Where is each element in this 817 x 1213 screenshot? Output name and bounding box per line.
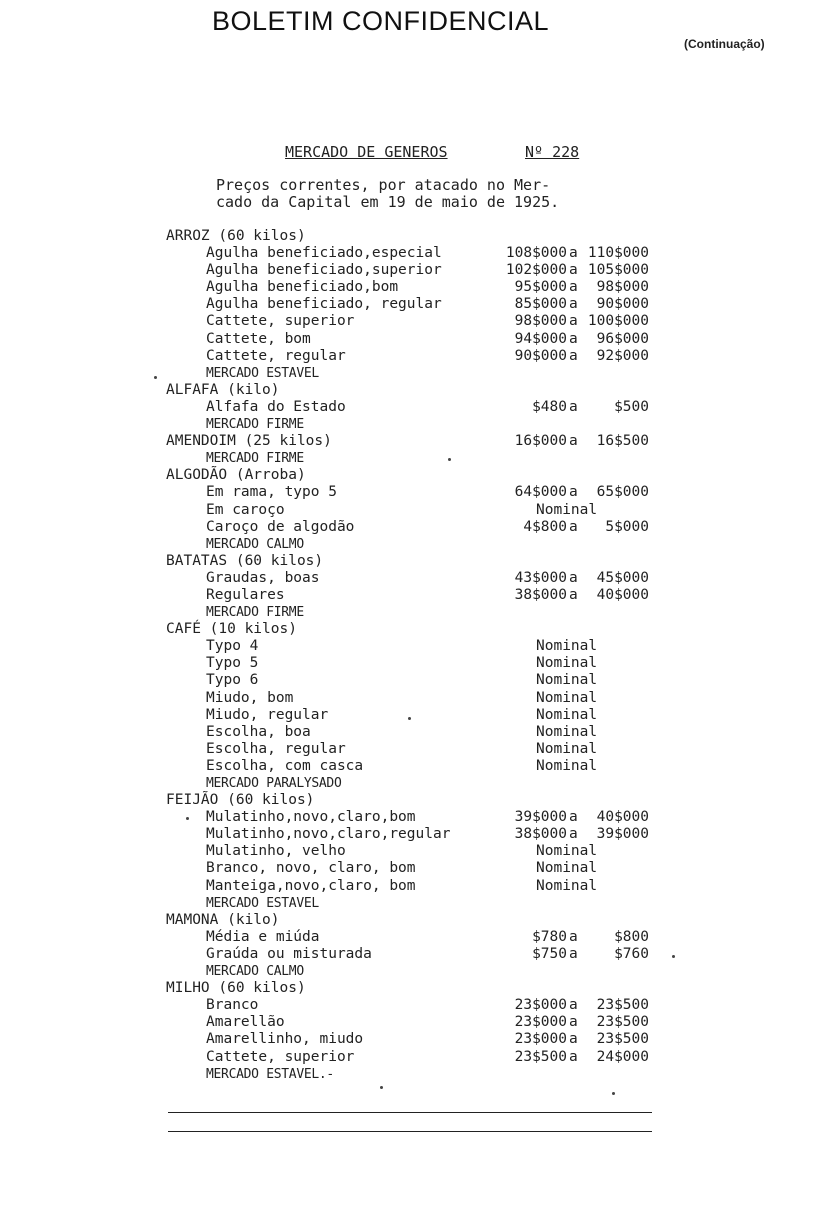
price-high: $760 [614,945,649,962]
price-separator: a [569,586,578,603]
market-status: MERCADO FIRME [206,451,304,467]
category-row [0,980,817,997]
market-status-row [0,365,817,382]
price-high: 23$500 [596,1014,649,1031]
category-row [0,228,817,245]
item-label: Amarellão [206,1014,285,1031]
price-separator: a [569,1048,578,1065]
item-label: Typo 6 [206,672,259,689]
market-status: MERCADO CALMO [206,536,304,552]
price-separator: a [569,433,578,450]
item-label: Média e miúda [206,928,320,945]
price-row [0,519,817,536]
price-row [0,707,817,724]
item-label: Branco [206,997,259,1014]
price-row [0,741,817,758]
category-row [0,553,817,570]
price-low: 43$000 [514,569,567,586]
item-label: Typo 4 [206,638,259,655]
price-low: 4$800 [523,518,567,535]
price-high: 23$500 [596,997,649,1014]
price-row [0,313,817,330]
category-label: MILHO (60 kilos) [166,980,306,997]
price-row [0,399,817,416]
market-status: MERCADO FIRME [206,605,304,621]
market-status-row [0,775,817,792]
price-separator: a [569,296,578,313]
price-high: 98$000 [596,279,649,296]
price-low: $480 [532,398,567,415]
price-low: $780 [532,928,567,945]
price-row [0,929,817,946]
item-label: Em caroço [206,501,285,518]
price-row [0,809,817,826]
category-label: CAFÉ (10 kilos) [166,621,297,638]
price-high: 24$000 [596,1048,649,1065]
item-label: Alfafa do Estado [206,398,346,415]
price-nominal: Nominal [536,723,598,740]
price-high: 92$000 [596,347,649,364]
price-high: 65$000 [596,484,649,501]
category-row [0,433,817,450]
item-label: Graúda ou misturada [206,945,372,962]
price-row [0,570,817,587]
price-low: 98$000 [514,313,567,330]
price-row [0,245,817,262]
divider-line [168,1131,652,1132]
price-separator: a [569,262,578,279]
market-status-row [0,536,817,553]
price-low: 23$000 [514,997,567,1014]
market-status-row [0,604,817,621]
price-high: 96$000 [596,330,649,347]
price-row [0,262,817,279]
page-title: BOLETIM CONFIDENCIAL [212,6,550,36]
category-label: MAMONA (kilo) [166,911,280,928]
intro-paragraph [216,177,616,211]
price-row [0,860,817,877]
price-nominal: Nominal [536,740,598,757]
price-separator: a [569,826,578,843]
price-row [0,946,817,963]
price-row [0,1014,817,1031]
ink-speck [186,817,189,820]
ink-speck [612,1092,615,1095]
market-status-row [0,450,817,467]
ink-speck [672,955,675,958]
price-low: 85$000 [514,296,567,313]
price-high: 39$000 [596,826,649,843]
market-status: MERCADO FIRME [206,417,304,433]
price-separator: a [569,809,578,826]
price-nominal: Nominal [536,655,598,672]
market-status: MERCADO PARALYSADO [206,776,342,791]
price-nominal: Nominal [536,843,598,860]
price-low: 95$000 [514,279,567,296]
section-heading: MERCADO DE GENEROS [285,143,448,161]
ink-speck [408,717,411,720]
price-row [0,690,817,707]
category-row [0,382,817,399]
price-low: 23$000 [514,1014,567,1031]
price-high: 100$000 [587,313,649,330]
price-separator: a [569,279,578,296]
price-separator: a [569,997,578,1014]
price-separator: a [569,330,578,347]
market-status: MERCADO ESTAVEL [206,365,319,381]
item-label: Em rama, typo 5 [206,484,337,501]
price-row [0,279,817,296]
ink-speck [154,376,157,379]
category-label: BATATAS (60 kilos) [166,552,324,569]
divider-line [168,1112,652,1113]
price-separator: a [569,928,578,945]
price-low: 39$000 [514,809,567,826]
market-status: MERCADO ESTAVEL.- [206,1066,334,1082]
item-label: Regulares [206,586,285,603]
category-label: ALGODÃO (Arroba) [166,467,306,484]
price-low: 102$000 [505,262,567,279]
intro-line: Preços correntes, por atacado no Mer- [216,176,551,194]
ink-speck [380,1086,383,1089]
item-label: Mulatinho, velho [206,843,346,860]
item-label: Miudo, regular [206,706,329,723]
ink-speck [448,458,451,461]
price-row [0,348,817,365]
price-separator: a [569,484,578,501]
category-label: ARROZ (60 kilos) [166,228,306,244]
price-nominal: Nominal [536,706,598,723]
item-label: Branco, novo, claro, bom [206,860,416,877]
item-label: Escolha, boa [206,723,311,740]
price-separator: a [569,347,578,364]
price-high: 90$000 [596,296,649,313]
price-separator: a [569,1014,578,1031]
price-low: $750 [532,945,567,962]
item-label: Mulatinho,novo,claro,regular [206,826,451,843]
item-label: Agulha beneficiado,especial [206,245,442,262]
item-label: Amarellinho, miudo [206,1031,364,1048]
market-status-row [0,416,817,433]
price-row [0,724,817,741]
category-row [0,621,817,638]
category-row [0,792,817,809]
market-status-row [0,1066,817,1083]
item-label: Escolha, com casca [206,757,364,774]
item-label: Cattete, regular [206,347,346,364]
price-row [0,296,817,313]
category-row [0,912,817,929]
price-nominal: Nominal [536,757,598,774]
price-high: 110$000 [587,245,649,262]
item-label: Caroço de algodão [206,518,355,535]
price-low: 94$000 [514,330,567,347]
item-label: Manteiga,novo,claro, bom [206,877,416,894]
price-separator: a [569,518,578,535]
price-nominal: Nominal [536,877,598,894]
price-separator: a [569,569,578,586]
market-status-row [0,895,817,912]
price-nominal: Nominal [536,638,598,655]
price-separator: a [569,245,578,262]
price-row [0,758,817,775]
price-low: 64$000 [514,484,567,501]
price-high: $800 [614,928,649,945]
item-label: Agulha beneficiado, regular [206,296,442,313]
price-separator: a [569,398,578,415]
category-label: ALFAFA (kilo) [166,381,280,398]
price-low: 16$000 [514,433,567,450]
price-row [0,502,817,519]
price-row [0,997,817,1014]
price-high: $500 [614,398,649,415]
item-label: Graudas, boas [206,569,320,586]
price-low: 23$500 [514,1048,567,1065]
price-row [0,826,817,843]
item-label: Typo 5 [206,655,259,672]
market-status: MERCADO CALMO [206,964,304,980]
item-label: Cattete, superior [206,313,355,330]
market-status-row [0,963,817,980]
price-high: 23$500 [596,1031,649,1048]
price-nominal: Nominal [536,689,598,706]
price-low: 38$000 [514,586,567,603]
price-low: 108$000 [505,245,567,262]
price-row [0,638,817,655]
category-label: AMENDOIM (25 kilos) [166,433,332,450]
price-row [0,331,817,348]
price-row [0,484,817,501]
price-high: 16$500 [596,433,649,450]
price-high: 45$000 [596,569,649,586]
item-label: Cattete, bom [206,330,311,347]
price-row [0,878,817,895]
price-high: 5$000 [605,518,649,535]
price-high: 105$000 [587,262,649,279]
price-low: 38$000 [514,826,567,843]
market-status: MERCADO ESTAVEL [206,895,319,911]
price-separator: a [569,313,578,330]
continuation-label: (Continuação) [684,37,765,51]
category-label: FEIJÃO (60 kilos) [166,792,315,809]
item-label: Agulha beneficiado,superior [206,262,442,279]
item-label: Mulatinho,novo,claro,bom [206,809,416,826]
category-row [0,467,817,484]
item-label: Escolha, regular [206,740,346,757]
item-label: Cattete, superior [206,1048,355,1065]
price-nominal: Nominal [536,501,598,518]
bulletin-number: Nº 228 [525,143,580,161]
price-low: 90$000 [514,347,567,364]
price-low: 23$000 [514,1031,567,1048]
price-row [0,843,817,860]
price-separator: a [569,945,578,962]
price-high: 40$000 [596,586,649,603]
price-row [0,1031,817,1048]
item-label: Miudo, bom [206,689,294,706]
price-row [0,587,817,604]
price-row [0,655,817,672]
intro-line: cado da Capital em 19 de maio de 1925. [216,193,560,211]
price-nominal: Nominal [536,860,598,877]
price-row [0,672,817,689]
price-nominal: Nominal [536,672,598,689]
price-high: 40$000 [596,809,649,826]
price-separator: a [569,1031,578,1048]
item-label: Agulha beneficiado,bom [206,279,399,296]
price-list [0,228,817,1083]
price-row [0,1049,817,1066]
